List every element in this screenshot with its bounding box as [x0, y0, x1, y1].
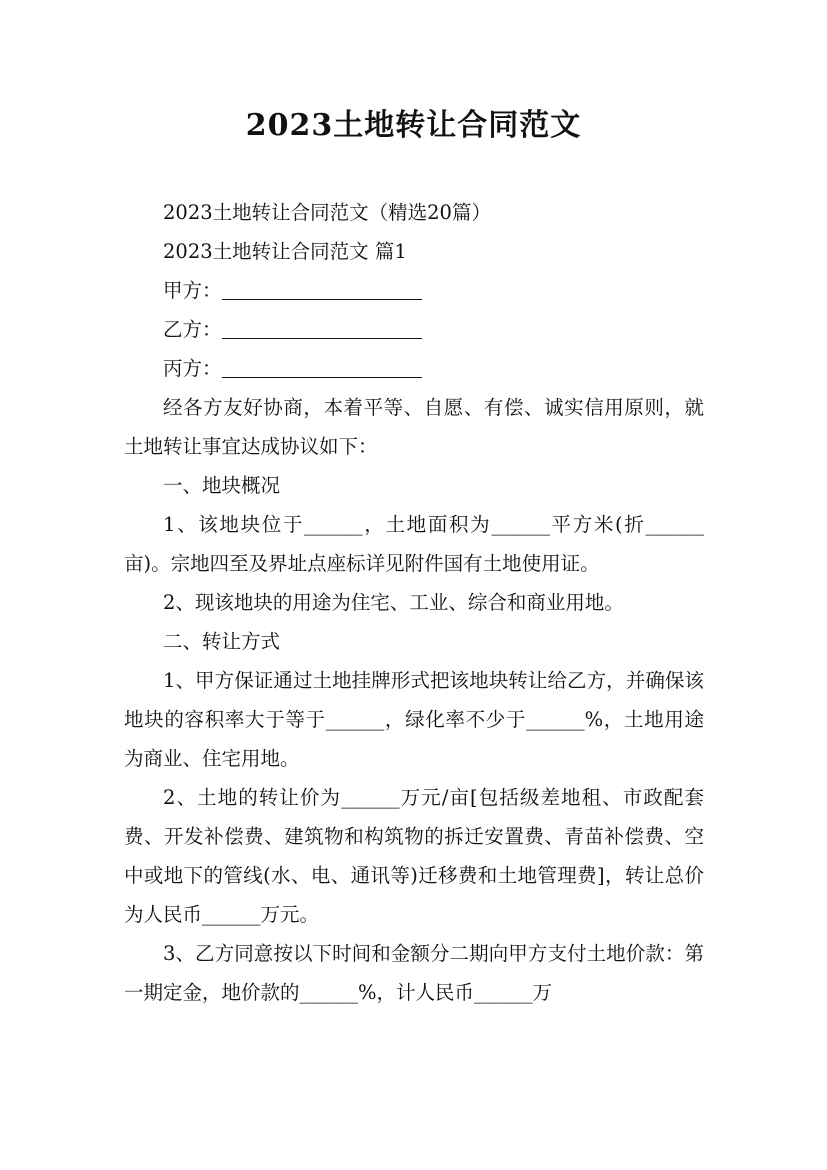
party-b-line — [124, 310, 704, 349]
paragraph: 2、土地的转让价为______万元/亩[包括级差地租、市政配套费、开发补偿费、建筑物和构筑物的拆迁安置费、青苗补偿费、空中或地下的管线(水、电、通讯等)迁移费和土地管理费]，转让总价为人民币______万元。 — [124, 786, 704, 926]
party-a-label: 甲方： — [163, 279, 222, 302]
section-heading: 2023土地转让合同范文 篇1 — [163, 240, 407, 263]
paragraph: 2、现该地块的用途为住宅、工业、综合和商业用地。 — [163, 591, 624, 614]
party-a-blank — [222, 280, 422, 301]
section-heading: 一、地块概况 — [163, 474, 281, 497]
party-c-label: 丙方： — [163, 357, 222, 380]
party-b-blank — [222, 319, 422, 340]
party-b-label: 乙方： — [163, 318, 222, 341]
paragraph: 1、甲方保证通过土地挂牌形式把该地块转让给乙方，并确保该地块的容积率大于等于______，绿化率不少于______%，土地用途为商业、住宅用地。 — [124, 669, 704, 770]
document-body — [124, 193, 704, 1012]
subtitle-line: 2023土地转让合同范文（精选20篇） — [163, 201, 491, 224]
paragraph: 经各方友好协商，本着平等、自愿、有偿、诚实信用原则，就土地转让事宜达成协议如下： — [124, 396, 704, 458]
paragraph: 1、该地块位于______，土地面积为______平方米(折______亩)。宗地四至及界址点座标详见附件国有土地使用证。 — [124, 513, 704, 575]
party-c-line — [124, 349, 704, 388]
paragraph: 3、乙方同意按以下时间和金额分二期向甲方支付土地价款：第一期定金，地价款的______%，计人民币______万 — [124, 942, 704, 1004]
party-a-line — [124, 271, 704, 310]
section-heading: 二、转让方式 — [163, 630, 281, 653]
party-c-blank — [222, 358, 422, 379]
document-title: 2023土地转让合同范文 — [245, 108, 582, 143]
